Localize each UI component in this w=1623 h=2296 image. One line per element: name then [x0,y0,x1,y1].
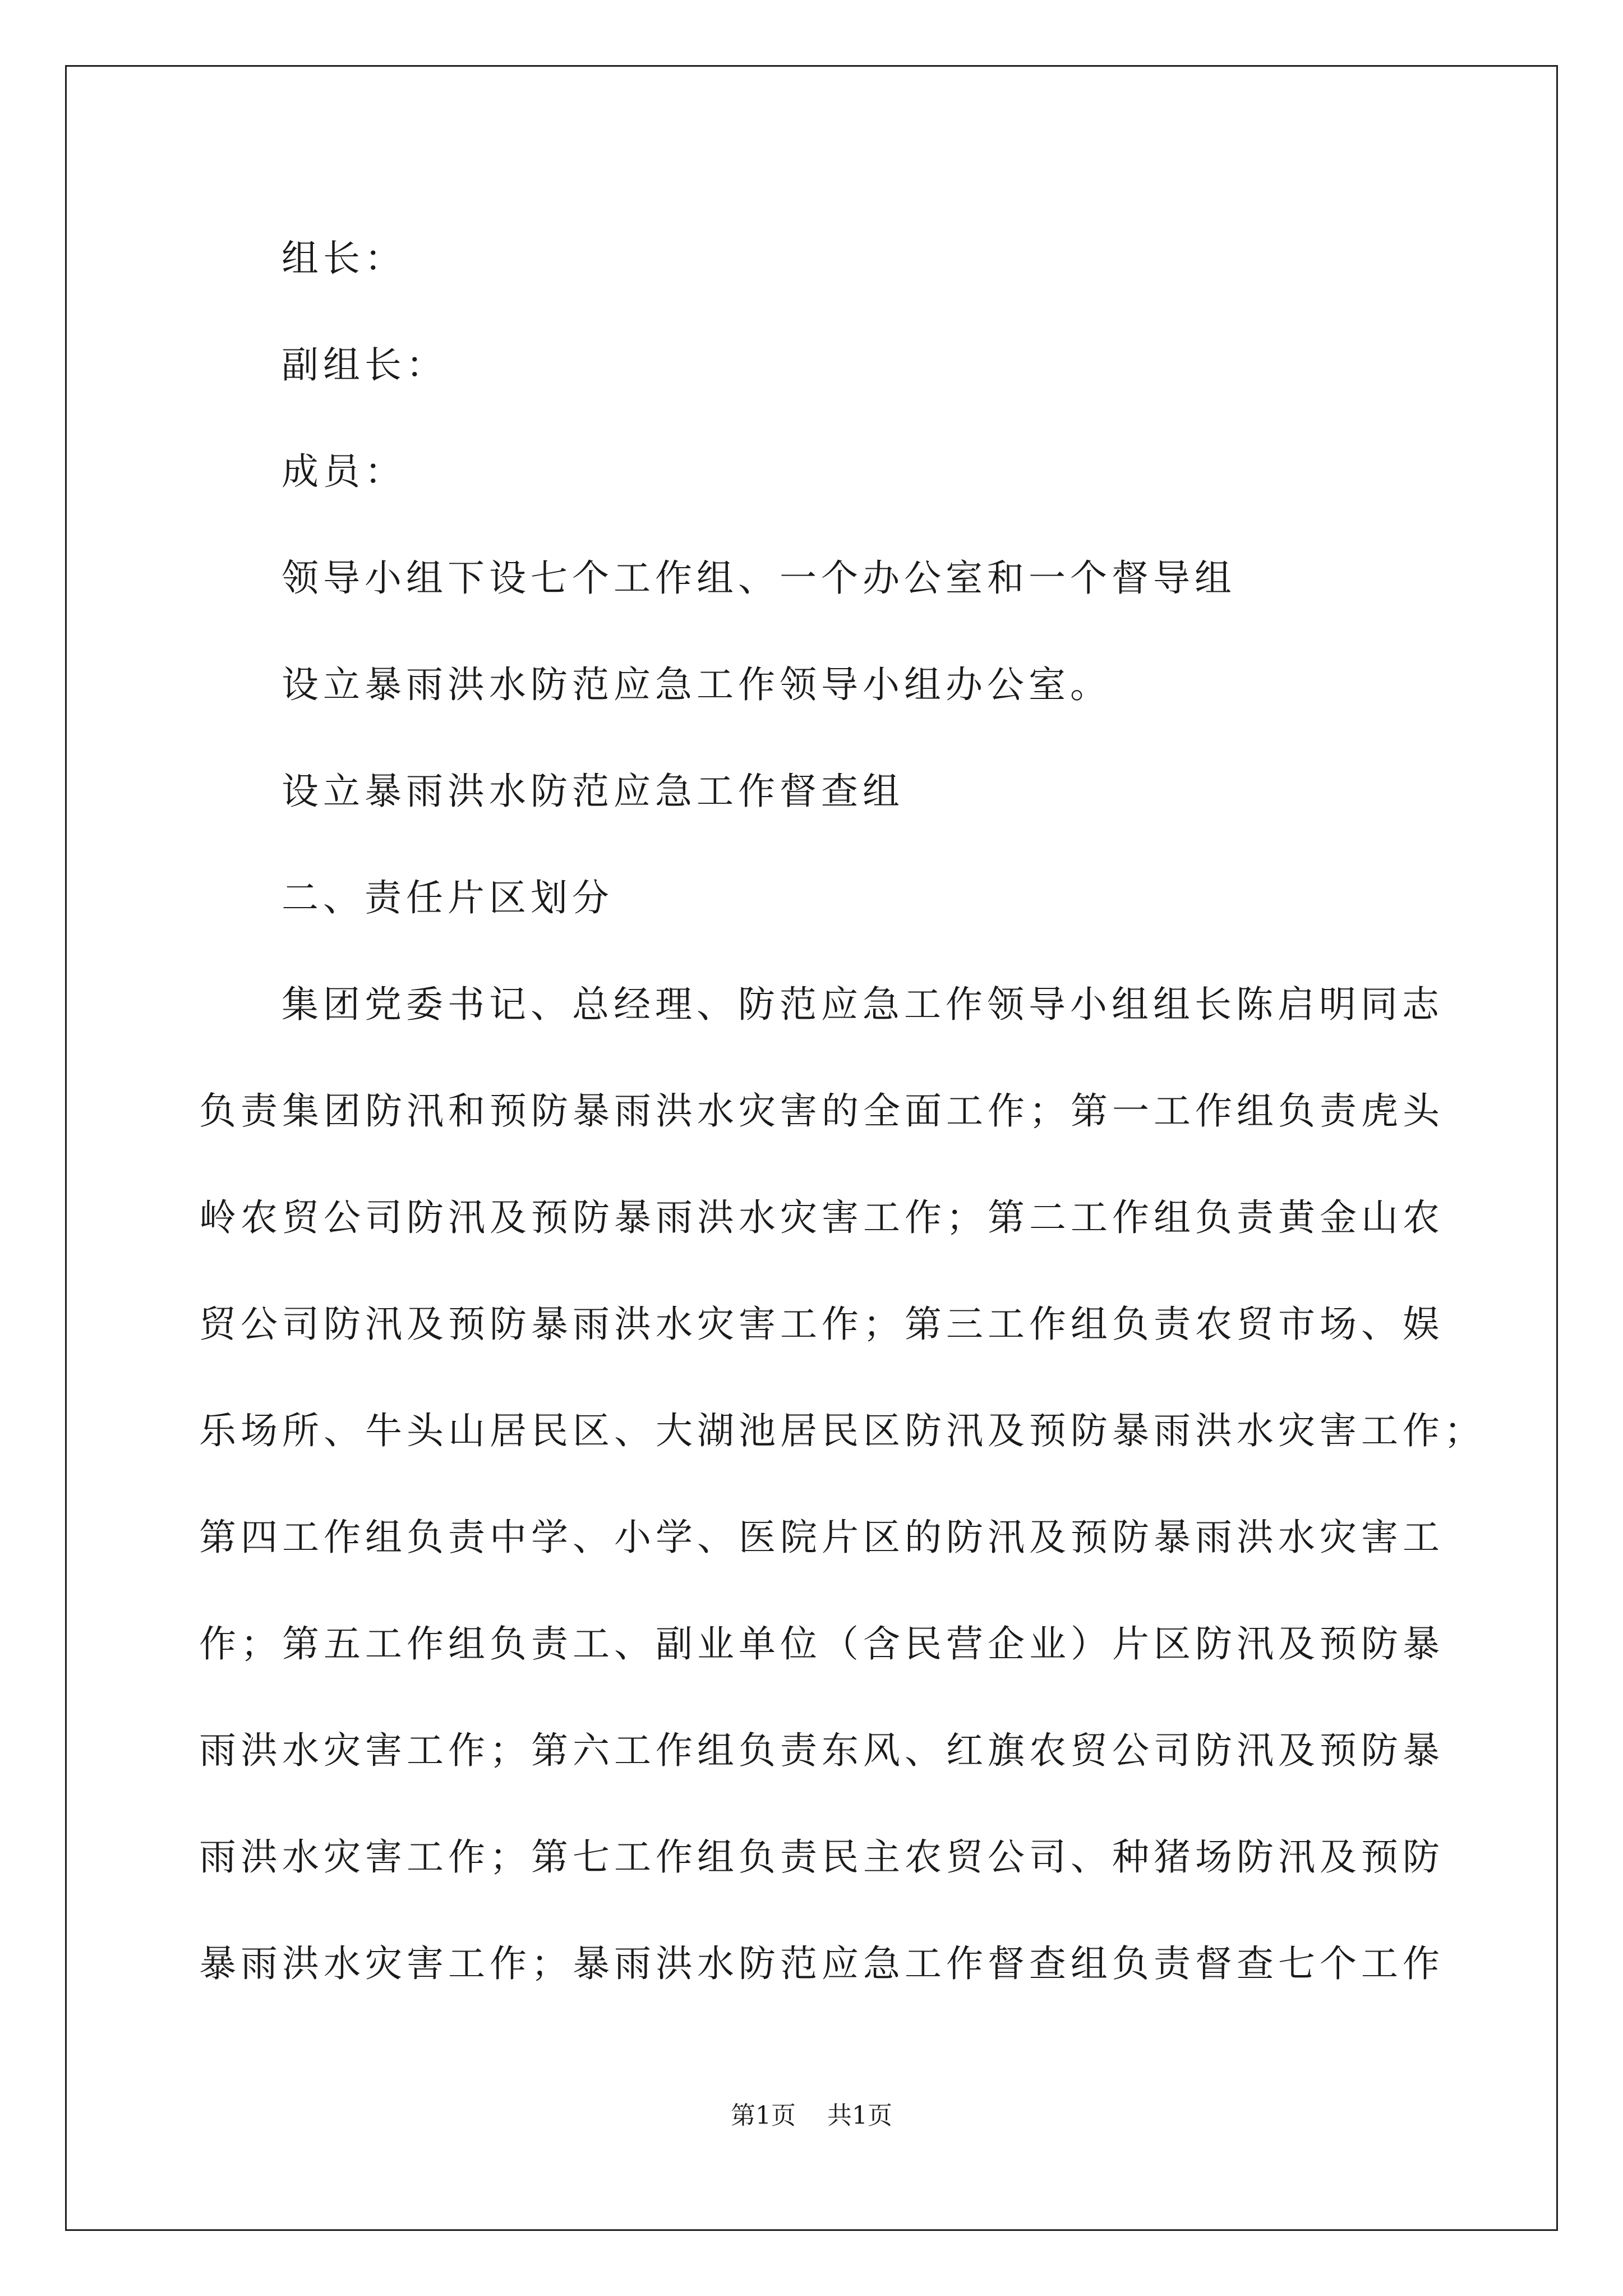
line-members: 成员： [282,450,406,493]
line-group-leader: 组长： [282,237,406,280]
page-footer [0,2095,1623,2131]
line-deputy-leader: 副组长： [282,343,448,386]
paragraph-line: 乐场所、牛头山居民区、大湖池居民区防汛及预防暴雨洪水灾害工作； [199,1409,1486,1452]
document-body [199,205,1486,2017]
paragraph-line: 贸公司防汛及预防暴雨洪水灾害工作；第三工作组负责农贸市场、娱 [199,1303,1444,1346]
paragraph-line: 负责集团防汛和预防暴雨洪水灾害的全面工作；第一工作组负责虎头 [199,1089,1444,1133]
line-inspection-group: 设立暴雨洪水防范应急工作督查组 [282,770,904,813]
section-heading: 二、责任片区划分 [282,876,614,919]
paragraph-line: 雨洪水灾害工作；第七工作组负责民主农贸公司、种猪场防汛及预防 [199,1835,1444,1879]
paragraph-line: 集团党委书记、总经理、防范应急工作领导小组组长陈启明同志 [282,983,1444,1026]
line-working-groups: 领导小组下设七个工作组、一个办公室和一个督导组 [282,556,1236,600]
page-total: 共1页 [827,2101,892,2130]
page-number: 第1页 [731,2101,796,2130]
line-office: 设立暴雨洪水防范应急工作领导小组办公室。 [282,663,1112,706]
paragraph-line: 岭农贸公司防汛及预防暴雨洪水灾害工作；第二工作组负责黄金山农 [199,1196,1444,1239]
paragraph-line: 第四工作组负责中学、小学、医院片区的防汛及预防暴雨洪水灾害工 [199,1516,1444,1559]
paragraph-line: 作；第五工作组负责工、副业单位（含民营企业）片区防汛及预防暴 [199,1622,1444,1665]
paragraph-line: 暴雨洪水灾害工作；暴雨洪水防范应急工作督查组负责督查七个工作 [199,1942,1444,1985]
paragraph-line: 雨洪水灾害工作；第六工作组负责东风、红旗农贸公司防汛及预防暴 [199,1729,1444,1772]
